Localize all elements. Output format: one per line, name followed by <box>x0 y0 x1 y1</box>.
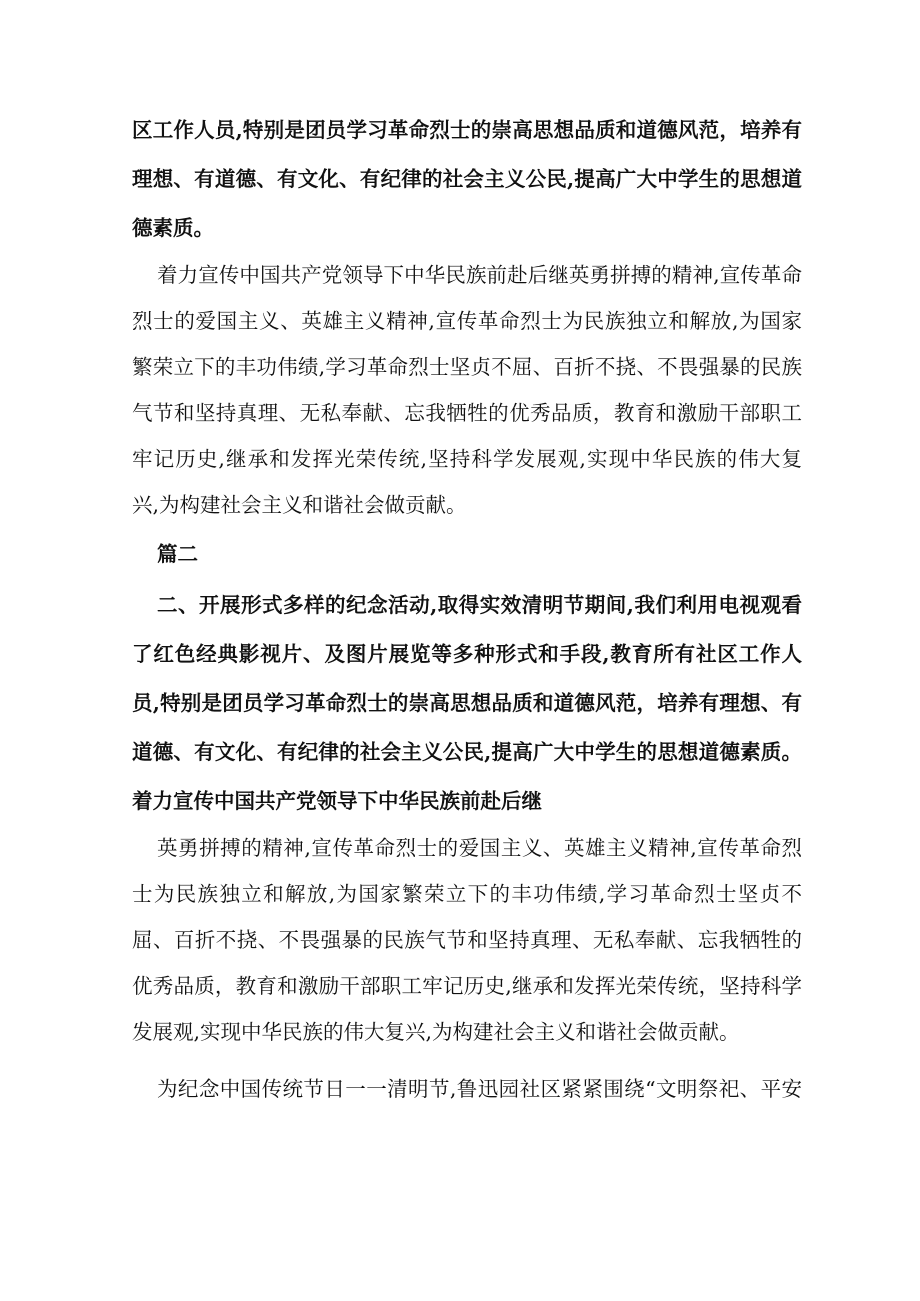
text-line: 员,特别是团员学习革命烈士的崇高思想品质和道德风范，培养有理想、有 <box>132 691 802 715</box>
text-line: 牢记历史,继承和发挥光荣传统,坚持科学发展观,实现中华民族的伟大复 <box>132 447 802 471</box>
text-line: 德素质。 <box>132 216 214 240</box>
text-line: 二、开展形式多样的纪念活动,取得实效清明节期间,我们利用电视观看 <box>157 593 802 617</box>
text-line: 发展观,实现中华民族的伟大复兴,为构建社会主义和谐社会做贡献。 <box>132 1020 740 1044</box>
text-line: 英勇拼搏的精神,宣传革命烈士的爱国主义、英雄主义精神,宣传革命烈 <box>157 836 802 860</box>
text-line: 士为民族独立和解放,为国家繁荣立下的丰功伟绩,学习革命烈士坚贞不 <box>132 882 802 906</box>
text-line: 繁荣立下的丰功伟绩,学习革命烈士坚贞不屈、百折不挠、不畏强暴的民族 <box>132 355 802 379</box>
text-line: 区工作人员,特别是团员学习革命烈士的崇高思想品质和道德风范，培养有 <box>132 118 802 142</box>
text-line: 道德、有文化、有纪律的社会主义公民,提高广大中学生的思想道德素质。 <box>132 740 802 764</box>
text-line: 气节和坚持真理、无私奉献、忘我牺牲的优秀品质，教育和激励干部职工 <box>132 401 802 425</box>
text-line: 了红色经典影视片、及图片展览等多种形式和手段,教育所有社区工作人 <box>132 642 802 666</box>
text-line: 屈、百折不挠、不畏强暴的民族气节和坚持真理、无私奉献、忘我牺牲的 <box>132 928 802 952</box>
text-line: 兴,为构建社会主义和谐社会做贡献。 <box>132 493 467 517</box>
section-title: 篇二 <box>157 542 198 566</box>
text-line: 理想、有道德、有文化、有纪律的社会主义公民,提高广大中学生的思想道 <box>132 167 802 191</box>
text-line: 着力宣传中国共产党领导下中华民族前赴后继 <box>132 789 542 813</box>
text-line: 烈士的爱国主义、英雄主义精神,宣传革命烈士为民族独立和解放,为国家 <box>132 309 802 333</box>
text-line: 着力宣传中国共产党领导下中华民族前赴后继英勇拼搏的精神,宣传革命 <box>157 263 802 287</box>
text-line: 为纪念中国传统节日一一清明节,鲁迅园社区紧紧围绕“文明祭祀、平安 <box>157 1077 802 1101</box>
text-line: 优秀品质，教育和激励干部职工牢记历史,继承和发挥光荣传统，坚持科学 <box>132 974 802 998</box>
